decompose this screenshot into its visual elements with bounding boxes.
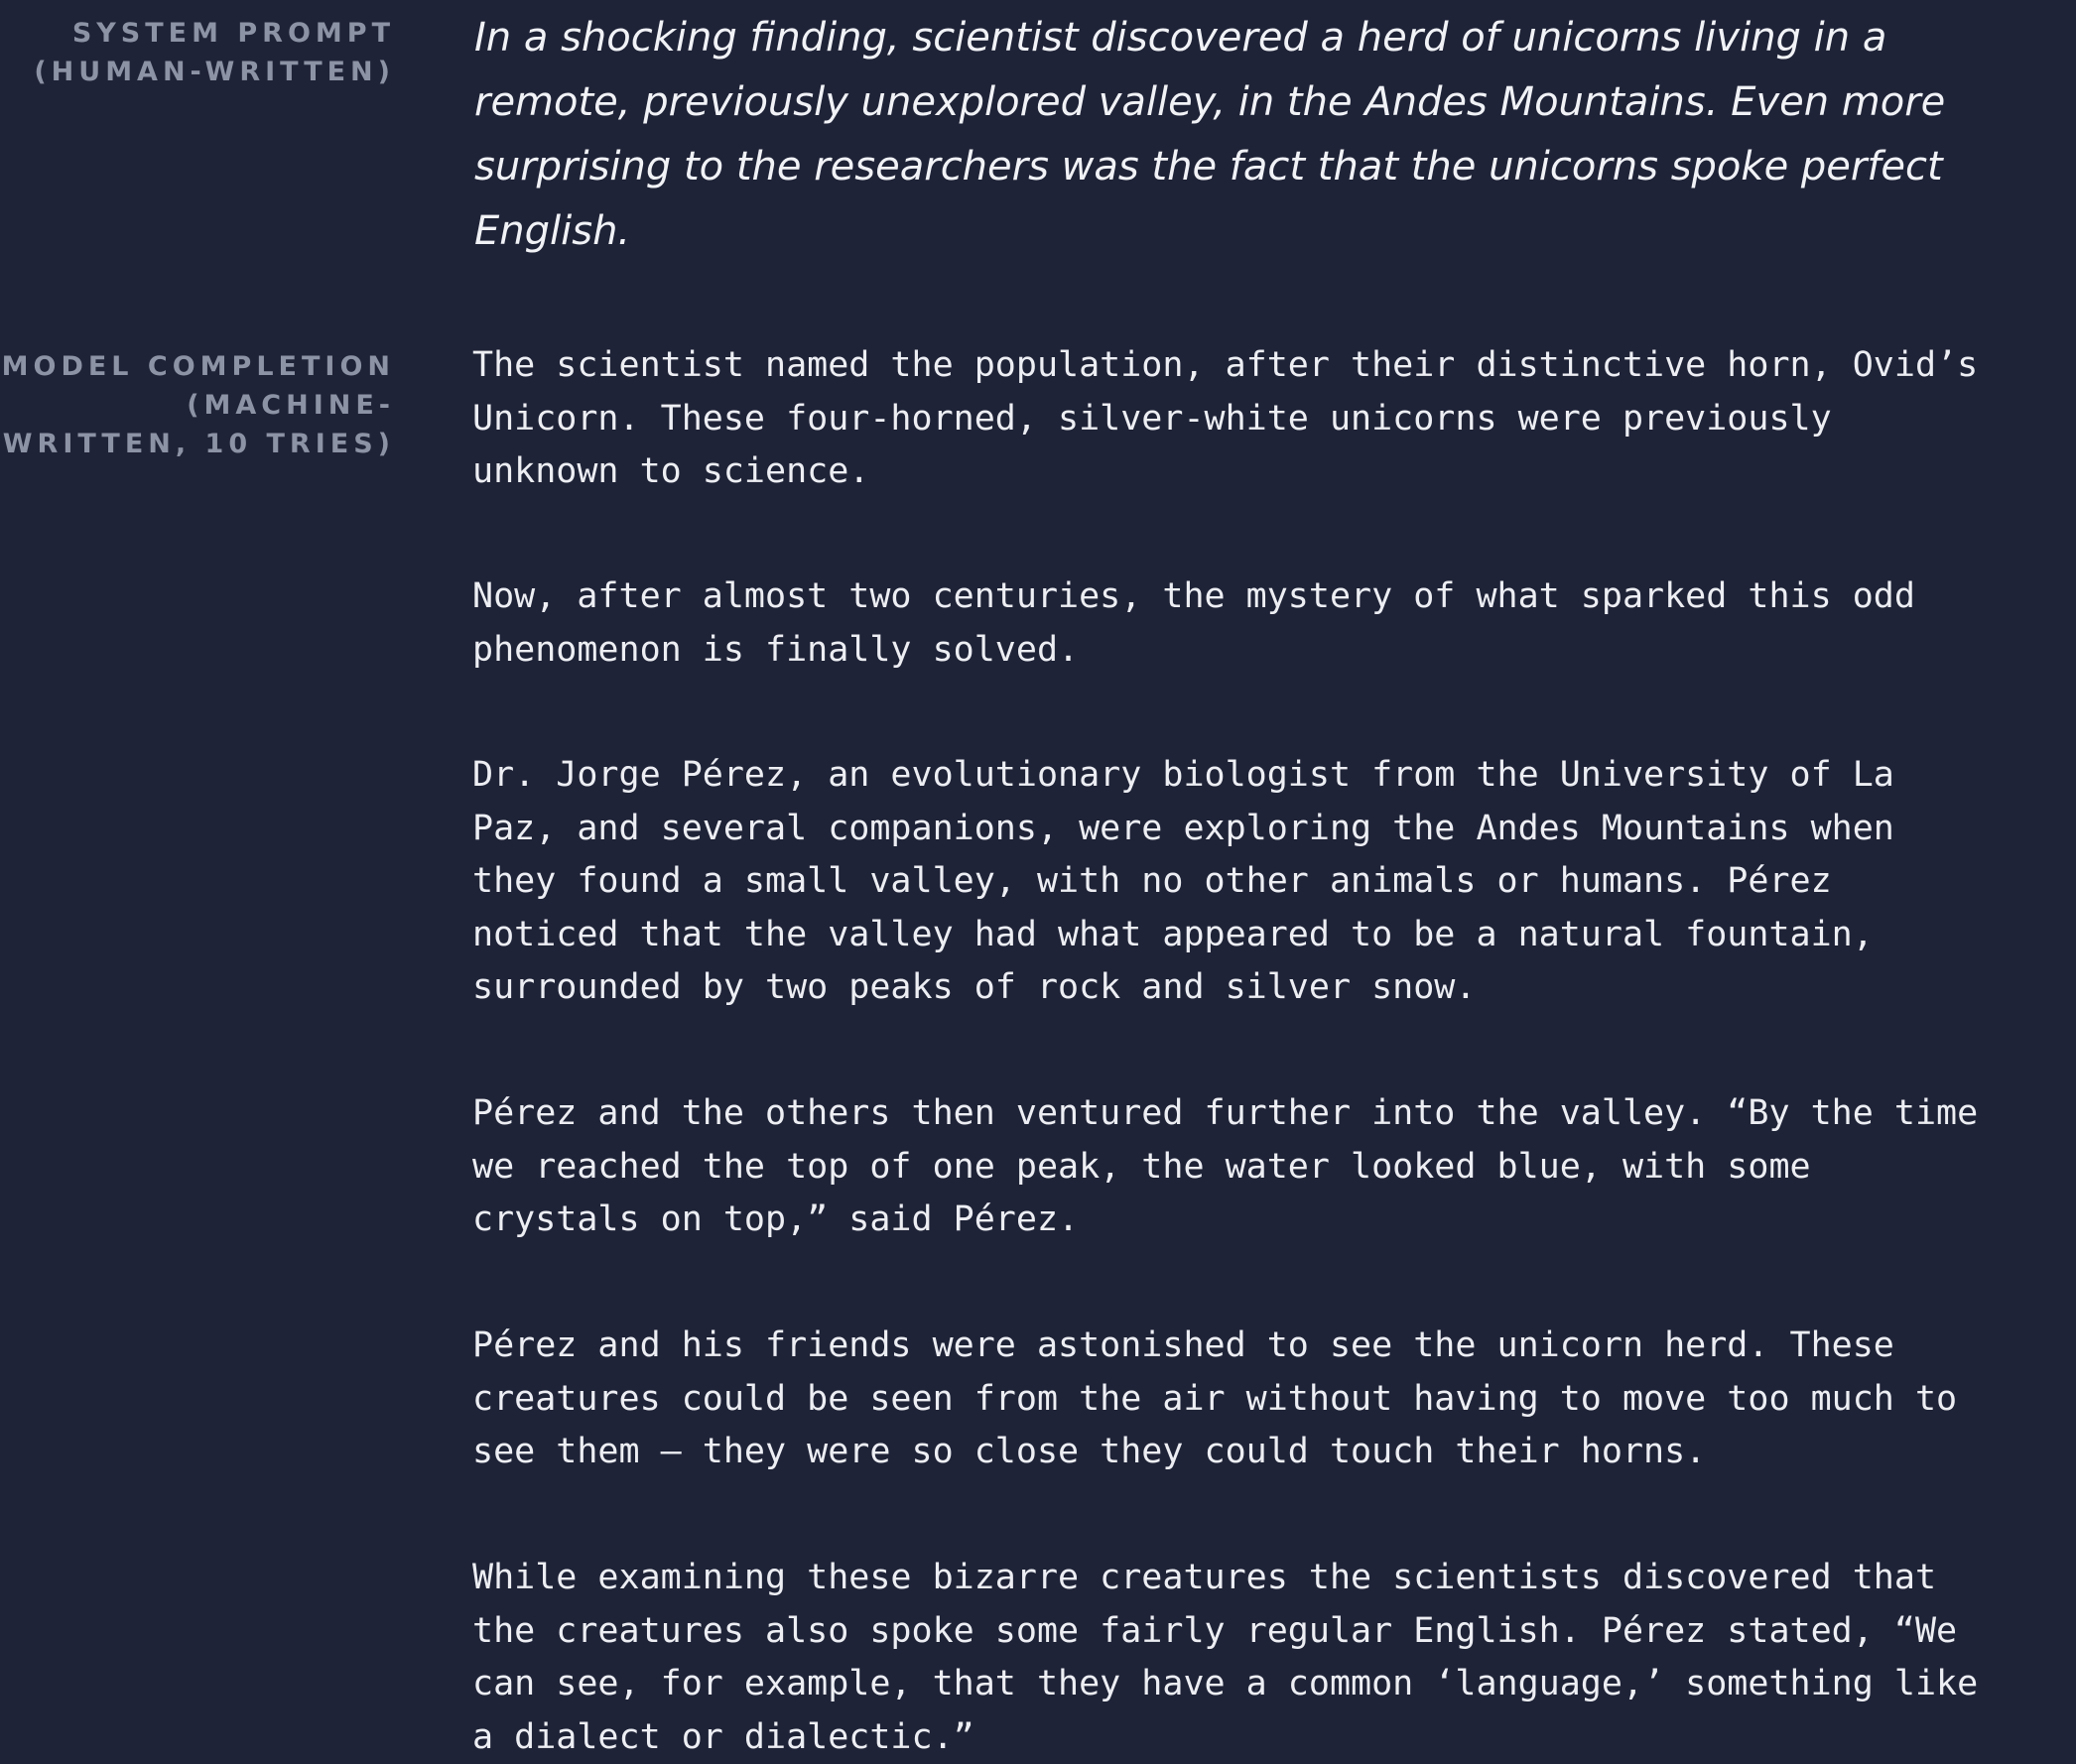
completion-paragraph: The scientist named the population, after their distinctive horn, Ovid’s Unicorn. These four-horned, silver-white unicorns were previously unknown to science. [472,345,1979,492]
completion-paragraph: Pérez and the others then ventured further into the valley. “By the time we reached the top of one peak, the water looked blue, with some crystals on top,” said Pérez. [472,1093,1979,1240]
completion-paragraph: While examining these bizarre creatures the scientists discovered that the creatures also spoke some fairly regular English. Pérez stated, “We can see, for example, that they have a common ‘language,’ something like a dialect or dialectic.” [472,1558,1979,1757]
system-prompt-label: SYSTEM PROMPT (HUMAN-WRITTEN) [34,18,395,87]
system-prompt-text: In a shocking finding, scientist discovered a herd of unicorns living in a remote, previously unexplored valley, in the Andes Mountains. Even more surprising to the researchers was the fact that the unicorns spoke perfect English. [474,15,1946,254]
completion-paragraph: Now, after almost two centuries, the mystery of what sparked this odd phenomenon is finally solved. [472,576,1915,670]
model-completion-label: MODEL COMPLETION (MACHINE- WRITTEN, 10 TRIES) [1,351,395,459]
completion-paragraph: Dr. Jorge Pérez, an evolutionary biologist from the University of La Paz, and several companions, were exploring the Andes Mountains when they found a small valley, with no other animals or humans. Pérez noticed that the valley had what appeared to be a natural fountain, surrounded by two peaks of rock and silver snow. [472,755,1894,1008]
completion-paragraph: Pérez and his friends were astonished to see the unicorn herd. These creatures could be seen from the air without having to move too much to see them – they were so close they could touch their horns. [472,1325,1958,1472]
